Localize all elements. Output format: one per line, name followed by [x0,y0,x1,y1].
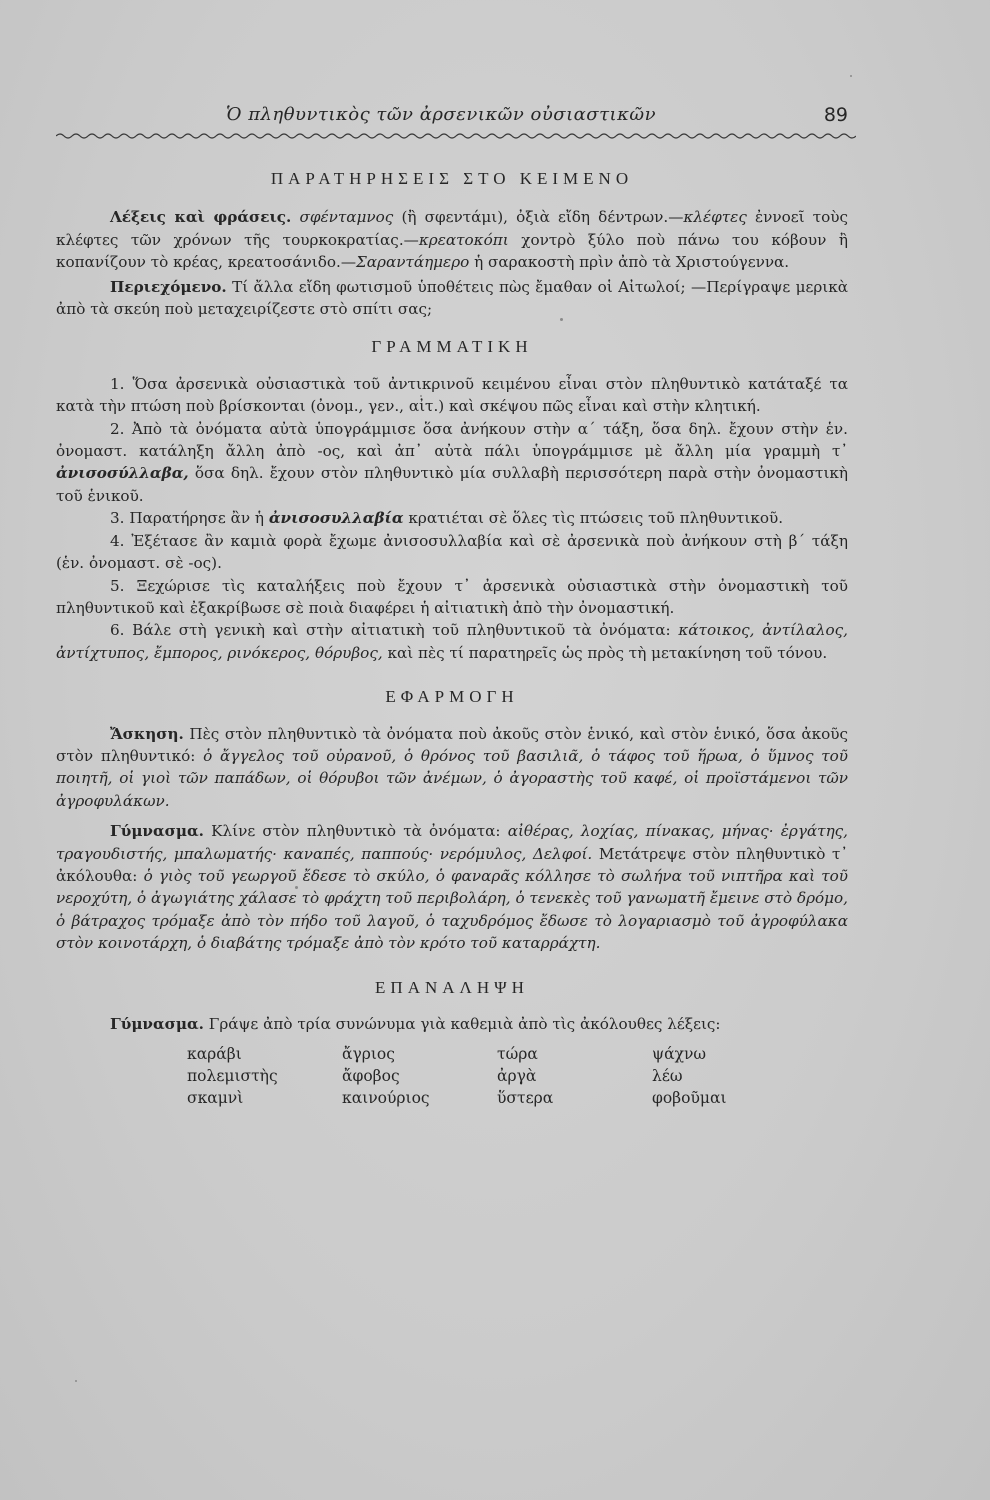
exercise-3-text-a: 3. Παρατήρησε ἂν ἡ [110,509,265,528]
word-item: πολεμιστὴς [187,1067,278,1086]
exercise-2-term: ἀνισοσύλλαβα, [56,464,189,483]
main-text [56,168,848,1109]
def-kleftes: ἐννοεῖ τοὺς κλέφτες τῶν χρόνων τῆς τουρκοκρατίας.— [56,208,849,249]
term-sarantaimero: Σαραντάημερο [356,253,470,272]
words-label: Λέξεις καὶ φράσεις. [110,208,292,227]
askisi-label: Ἄσκηση. [110,724,184,743]
review-label: Γύμνασμα. [110,1015,204,1033]
page-number: 89 [823,104,848,126]
def-sfentamnos: (ἢ σφεντάμι), ὀξιὰ εἴδη δέντρων.— [401,208,684,227]
content-text: Τί ἄλλα εἴδη φωτισμοῦ ὑποθέτεις πὼς ἔμαθαν οἱ Αἰτωλοί; —Περίγραψε μερικὰ ἀπὸ τὰ σκεύη ποὺ μεταχειρίζεστε στὸ σπίτι σας; [56,277,848,319]
exercise-3-term: ἀνισοσυλλαβία [268,509,404,528]
term-kleftes: κλέφτες [683,208,747,227]
word-item: ἄφοβος [342,1067,400,1086]
gymnasma-text: Κλίνε στὸν πληθυντικὸ τὰ ὀνόματα: [211,822,501,841]
word-item: λέω [652,1067,683,1086]
def-kreatokopi: χοντρὸ ξύλο ποὺ πάνω του κόβουν ἢ κοπανίζουν τὸ κρέας, κρεατοσάνιδο.— [56,230,849,272]
word-item: ἀργὰ [497,1067,537,1086]
words-paragraph [56,206,848,273]
exercise-2-text-a: 2. Ἀπὸ τὰ ὀνόματα αὐτὰ ὑπογράμμισε ὅσα ἀνήκουν στὴν α΄ τάξη, ὅσα δηλ. ἔχουν στὴν ἑν. ὀνομαστ. κατάληξη ἄλλη ἀπὸ -ος, καὶ ἀπ᾽ αὐτὰ πάλι ὑπογράμμισε μὲ ἄλλη μία γραμμὴ τ᾽ [56,419,848,461]
review-text: Γράψε ἀπὸ τρία συνώνυμα γιὰ καθεμιὰ ἀπὸ τὶς ἀκόλουθες λέξεις: [208,1015,721,1033]
exercise-6-text-b: καὶ πὲς τί παρατηρεῖς ὡς πρὸς τὴ μετακίνηση τοῦ τόνου. [387,643,828,662]
gymnasma-words: αἰθέρας, λοχίας, πίνακας, μήνας· ἐργάτης, τραγουδιστής, μπαλωματής· καναπές, παππούς· νερόμυλος, Δελφοί. [56,822,849,863]
heading-application: ΕΦΑΡΜΟΓΗ [385,687,519,707]
gymnasma-sentences: ὁ γιὸς τοῦ γεωργοῦ ἔδεσε τὸ σκύλο, ὁ φαναρᾶς κόλλησε τὸ σωλήνα τοῦ νιπτῆρα καὶ τοῦ νεροχύτη, ὁ ἀγωγιάτης χάλασε τὸ φράχτη τοῦ περιβολάρη, ὁ τενεκὲς τοῦ γανωματῆ ἔμεινε στὸ δρόμο, ὁ βάτραχος τρόμαξε ἀπὸ τὸν πήδο τοῦ λαγοῦ, ὁ ταχυδρόμος ἔδωσε τὸ λογαριασμὸ τοῦ ἀγροφύλακα στὸν κοινοτάρχη, ὁ διαβάτης τρόμαξε ἀπὸ τὸν κρότο τοῦ καταρράχτη. [56,866,849,953]
content-paragraph [56,276,848,321]
exercise-6 [56,619,848,664]
word-item: καινούριος [342,1089,430,1108]
exercise-3 [56,507,848,529]
word-item: τώρα [497,1045,538,1064]
exercise-3-text-b: κρατιέται σὲ ὅλες τὶς πτώσεις τοῦ πληθυντικοῦ. [408,509,784,528]
review-paragraph [56,1013,848,1035]
word-item: ὕστερα [497,1089,554,1108]
heading-grammar: ΓΡΑΜΜΑΤΙΚΗ [371,337,533,357]
running-title: Ὁ πληθυντικὸς τῶν ἀρσενικῶν οὐσιαστικῶν [226,104,657,125]
gymnasma-paragraph [56,820,848,954]
askisi-text: Πὲς στὸν πληθυντικὸ τὰ ὀνόματα ποὺ ἀκοῦς στὸν ἑνικό, καὶ στὸν ἑνικό, ὅσα ἀκοῦς στὸν πληθυντικό: [56,724,849,765]
askisi-phrases: ὁ ἄγγελος τοῦ οὐρανοῦ, ὁ θρόνος τοῦ βασιλιᾶ, ὁ τάφος τοῦ ἥρωα, ὁ ὕμνος τοῦ ποιητῆ, οἱ γιοὶ τῶν παπάδων, οἱ θόρυβοι τῶν ἀνέμων, ὁ ἀγοραστὴς τοῦ καφέ, οἱ προϊστάμενοι τῶν ἀγροφυλάκων. [56,746,848,810]
exercise-5: 5. Ξεχώρισε τὶς καταλήξεις ποὺ ἔχουν τ᾽ ἀρσενικὰ οὐσιαστικὰ στὴν ὀνομαστικὴ τοῦ πληθυντικοῦ καὶ ἐξακρίβωσε σὲ ποιὰ διαφέρει ἡ αἰτιατικὴ ἀπὸ τὴν ὀνομαστική. [56,576,848,617]
exercise-4: 4. Ἐξέτασε ἂν καμιὰ φορὰ ἔχωμε ἀνισοσυλλαβία καὶ σὲ ἀρσενικὰ ποὺ ἀνήκουν στὴ β΄ τάξη (ἑν. ὀνομαστ. σὲ -ος). [56,531,848,573]
word-item: σκαμνὶ [187,1089,244,1108]
term-kreatokopi: κρεατοκόπι [418,230,509,249]
exercise-2-text-b: ὅσα δηλ. ἔχουν στὸν πληθυντικὸ μία συλλαβὴ περισσότερη παρὰ στὴν ὀνομαστικὴ τοῦ ἑνικοῦ. [56,464,849,505]
content-label: Περιεχόμενο. [110,277,227,296]
askisi-paragraph [56,723,848,813]
word-item: ψάχνω [652,1045,707,1064]
exercise-2 [56,418,848,508]
term-sfentamnos: σφένταμνος [299,208,394,227]
heading-review: ΕΠΑΝΑΛΗΨΗ [375,977,529,997]
gymnasma-text-2: Μετάτρεψε στὸν πληθυντικὸ τ᾽ ἀκόλουθα: [56,844,848,885]
exercise-1: 1. Ὅσα ἀρσενικὰ οὐσιαστικὰ τοῦ ἀντικρινοῦ κειμένου εἶναι στὸν πληθυντικὸ κατάταξέ τα κατὰ τὴν πτώση ποὺ βρίσκονται (ὀνομ., γεν., αἰτ.) καὶ σκέψου πῶς εἶναι καὶ στὴν κλητική. [56,374,848,416]
exercise-6-words: κάτοικος, ἀντίλαλος, ἀντίχτυπος, ἔμπορος, ρινόκερος, θόρυβος, [56,621,848,662]
def-sarantaimero: ἡ σαρακοστὴ πρὶν ἀπὸ τὰ Χριστούγεννα. [474,253,790,272]
word-item: ἄγριος [342,1045,395,1064]
gymnasma-label: Γύμνασμα. [110,822,204,841]
wavy-rule [56,128,856,144]
word-item: καράβι [187,1045,242,1064]
exercise-6-text-a: 6. Βάλε στὴ γενικὴ καὶ στὴν αἰτιατικὴ τοῦ πληθυντικοῦ τὰ ὀνόματα: [110,621,671,640]
synonym-word-grid [187,1043,848,1109]
word-item: φοβοῦμαι [652,1089,727,1108]
heading-observations: ΠΑΡΑΤΗΡΗΣΕΙΣ ΣΤΟ ΚΕΙΜΕΝΟ [270,169,634,188]
